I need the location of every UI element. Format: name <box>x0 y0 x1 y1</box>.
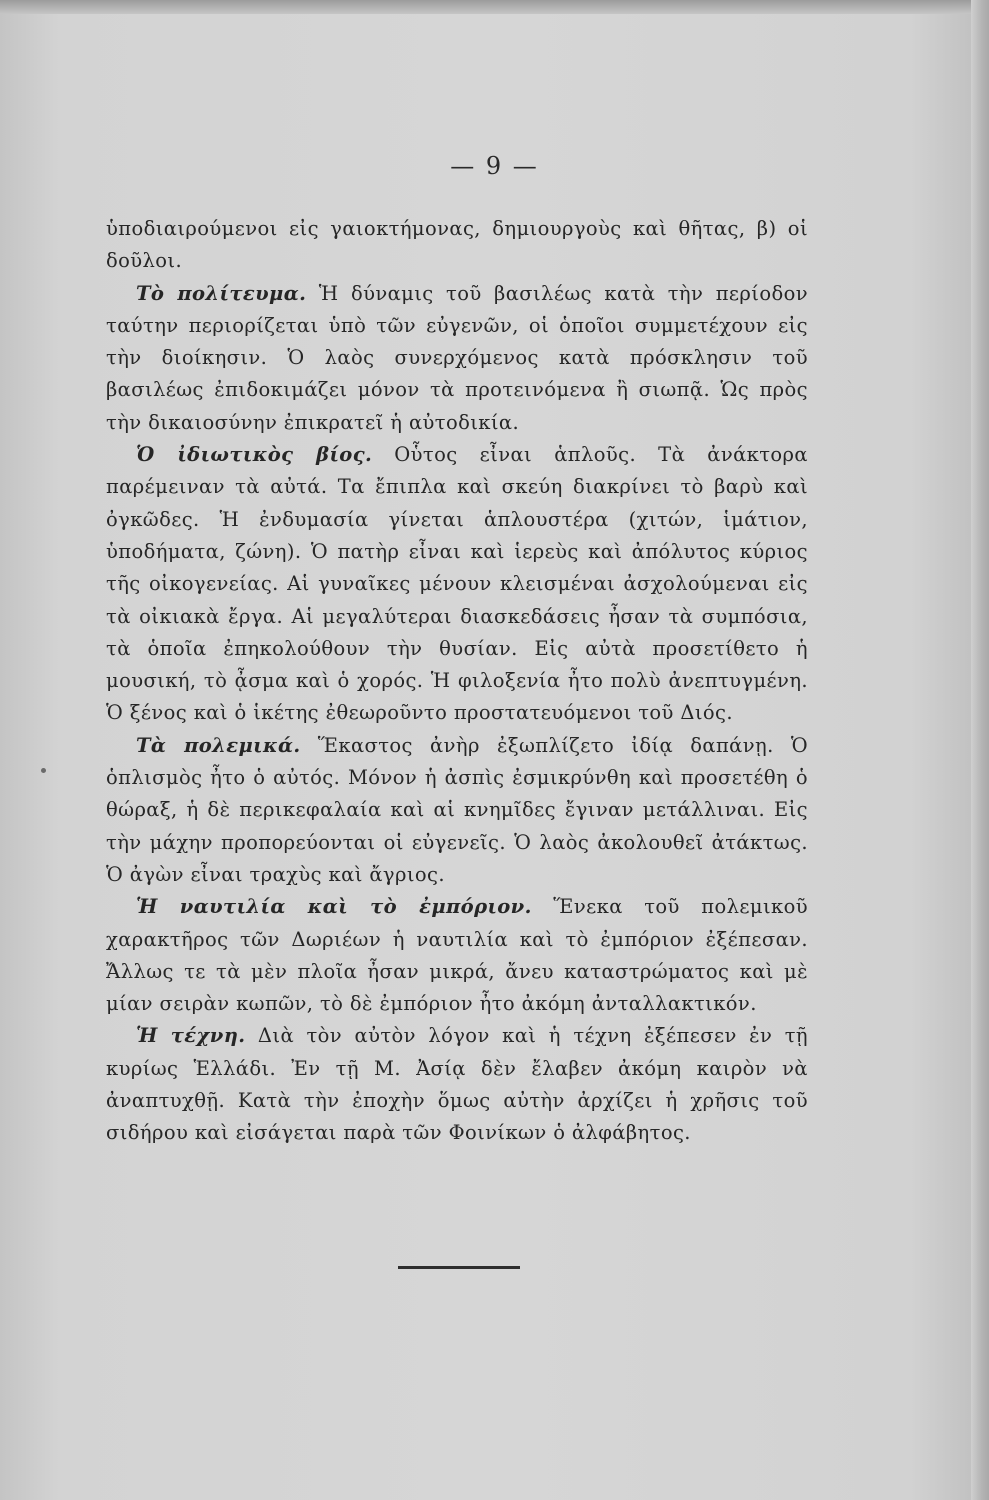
section-heading: Τὸ πολίτευμα. <box>136 281 307 305</box>
paragraph-polemika <box>106 730 808 891</box>
paragraph-text: ὑποδιαιρούμενοι εἰς γαιοκτήμονας, δημιουργοὺς καὶ θῆτας, β) οἱ δοῦλοι. <box>106 217 808 273</box>
paragraph-text: Ἕνεκα τοῦ πολεμικοῦ χαρακτῆρος τῶν Δωριέων ἡ ναυτιλία καὶ τὸ ἐμπόριον ἐξέπεσαν. Ἄλλως τε τὰ μὲν πλοῖα ἦσαν μικρά, ἄνευ καταστρώματος καὶ μὲ μίαν σειρὰν κωπῶν, τὸ δὲ ἐμπόριον ἦτο ἀκόμη ἀνταλλακτικόν. <box>106 895 808 1016</box>
section-heading: Τὰ πολεμικά. <box>136 733 301 757</box>
page-top-edge <box>0 0 989 14</box>
section-heading: Ὁ ἰδιωτικὸς βίος. <box>136 443 373 467</box>
section-heading: Ἡ τέχνη. <box>136 1024 246 1048</box>
body-text <box>106 213 808 1150</box>
paragraph-idiotikos-vios <box>106 439 808 730</box>
paragraph-text: Διὰ τὸν αὐτὸν λόγον καὶ ἡ τέχνη ἐξέπεσεν ἐν τῇ κυρίως Ἑλλάδι. Ἐν τῇ Μ. Ἀσίᾳ δὲν ἔλαβεν ἀκόμη καιρὸν νὰ ἀναπτυχθῇ. Κατὰ τὴν ἐποχὴν ὅμως αὐτὴν ἀρχίζει ἡ χρῆσις τοῦ σιδήρου καὶ εἰσάγεται παρὰ τῶν Φοινίκων ὁ ἀλφάβητος. <box>106 1024 809 1145</box>
paragraph-techni <box>106 1020 808 1149</box>
closing-rule <box>398 1266 520 1269</box>
section-heading: Ἡ ναυτιλία καὶ τὸ ἐμπόριον. <box>136 895 532 919</box>
paragraph-text: Ἡ δύναμις τοῦ βασιλέως κατὰ τὴν περίοδον ταύτην περιορίζεται ὑπὸ τῶν εὐγενῶν, οἱ ὁποῖοι συμμετέχουν εἰς τὴν διοίκησιν. Ὁ λαὸς συνερχόμενος κατὰ πρόσκλησιν τοῦ βασιλέως ἐπιδοκιμάζει μόνον τὰ προτεινόμενα ἢ σιωπᾷ. Ὡς πρὸς τὴν δικαιοσύνην ἐπικρατεῖ ἡ αὐτοδικία. <box>106 281 809 434</box>
paragraph-text: Οὗτος εἶναι ἁπλοῦς. Τὰ ἀνάκτορα παρέμειναν τὰ αὐτά. Τα ἔπιπλα καὶ σκεύη διακρίνει τὸ βαρὺ καὶ ὀγκῶδες. Ἡ ἐνδυμασία γίνεται ἁπλουστέρα (χιτών, ἱμάτιον, ὑποδήματα, ζώνη). Ὁ πατὴρ εἶναι καὶ ἱερεὺς καὶ ἀπόλυτος κύριος τῆς οἰκογενείας. Αἱ γυναῖκες μένουν κλεισμέναι ἀσχολούμεναι εἰς τὰ οἰκιακὰ ἔργα. Αἱ μεγαλύτεραι διασκεδάσεις ἦσαν τὰ συμπόσια, τὰ ὁποῖα ἐπηκολούθουν τὴν θυσίαν. Εἰς αὐτὰ προσετίθετο ἡ μουσική, τὸ ᾆσμα καὶ ὁ χορός. Ἡ φιλοξενία ἦτο πολὺ ἀνεπτυγμένη. Ὁ ξένος καὶ ὁ ἱκέτης ἐθεωροῦντο προστατευόμενοι τοῦ Διός. <box>106 443 808 725</box>
page-right-edge <box>971 0 989 1500</box>
page-number: — 9 — <box>450 152 539 180</box>
paragraph-naftilia <box>106 891 808 1020</box>
paragraph-politevma <box>106 278 808 439</box>
ink-speck <box>41 768 46 773</box>
paragraph-text: Ἕκαστος ἀνὴρ ἐξωπλίζετο ἰδίᾳ δαπάνῃ. Ὁ ὁπλισμὸς ἦτο ὁ αὐτός. Μόνον ἡ ἀσπὶς ἐσμικρύνθη καὶ προσετέθη ὁ θώραξ, ἡ δὲ περικεφαλαία καὶ αἱ κνημῖδες ἔγιναν μετάλλιναι. Εἰς τὴν μάχην προπορεύονται οἱ εὐγενεῖς. Ὁ λαὸς ἀκολουθεῖ ἀτάκτως. Ὁ ἀγὼν εἶναι τραχὺς καὶ ἄγριος. <box>106 733 808 886</box>
paragraph-continuation <box>106 213 808 278</box>
